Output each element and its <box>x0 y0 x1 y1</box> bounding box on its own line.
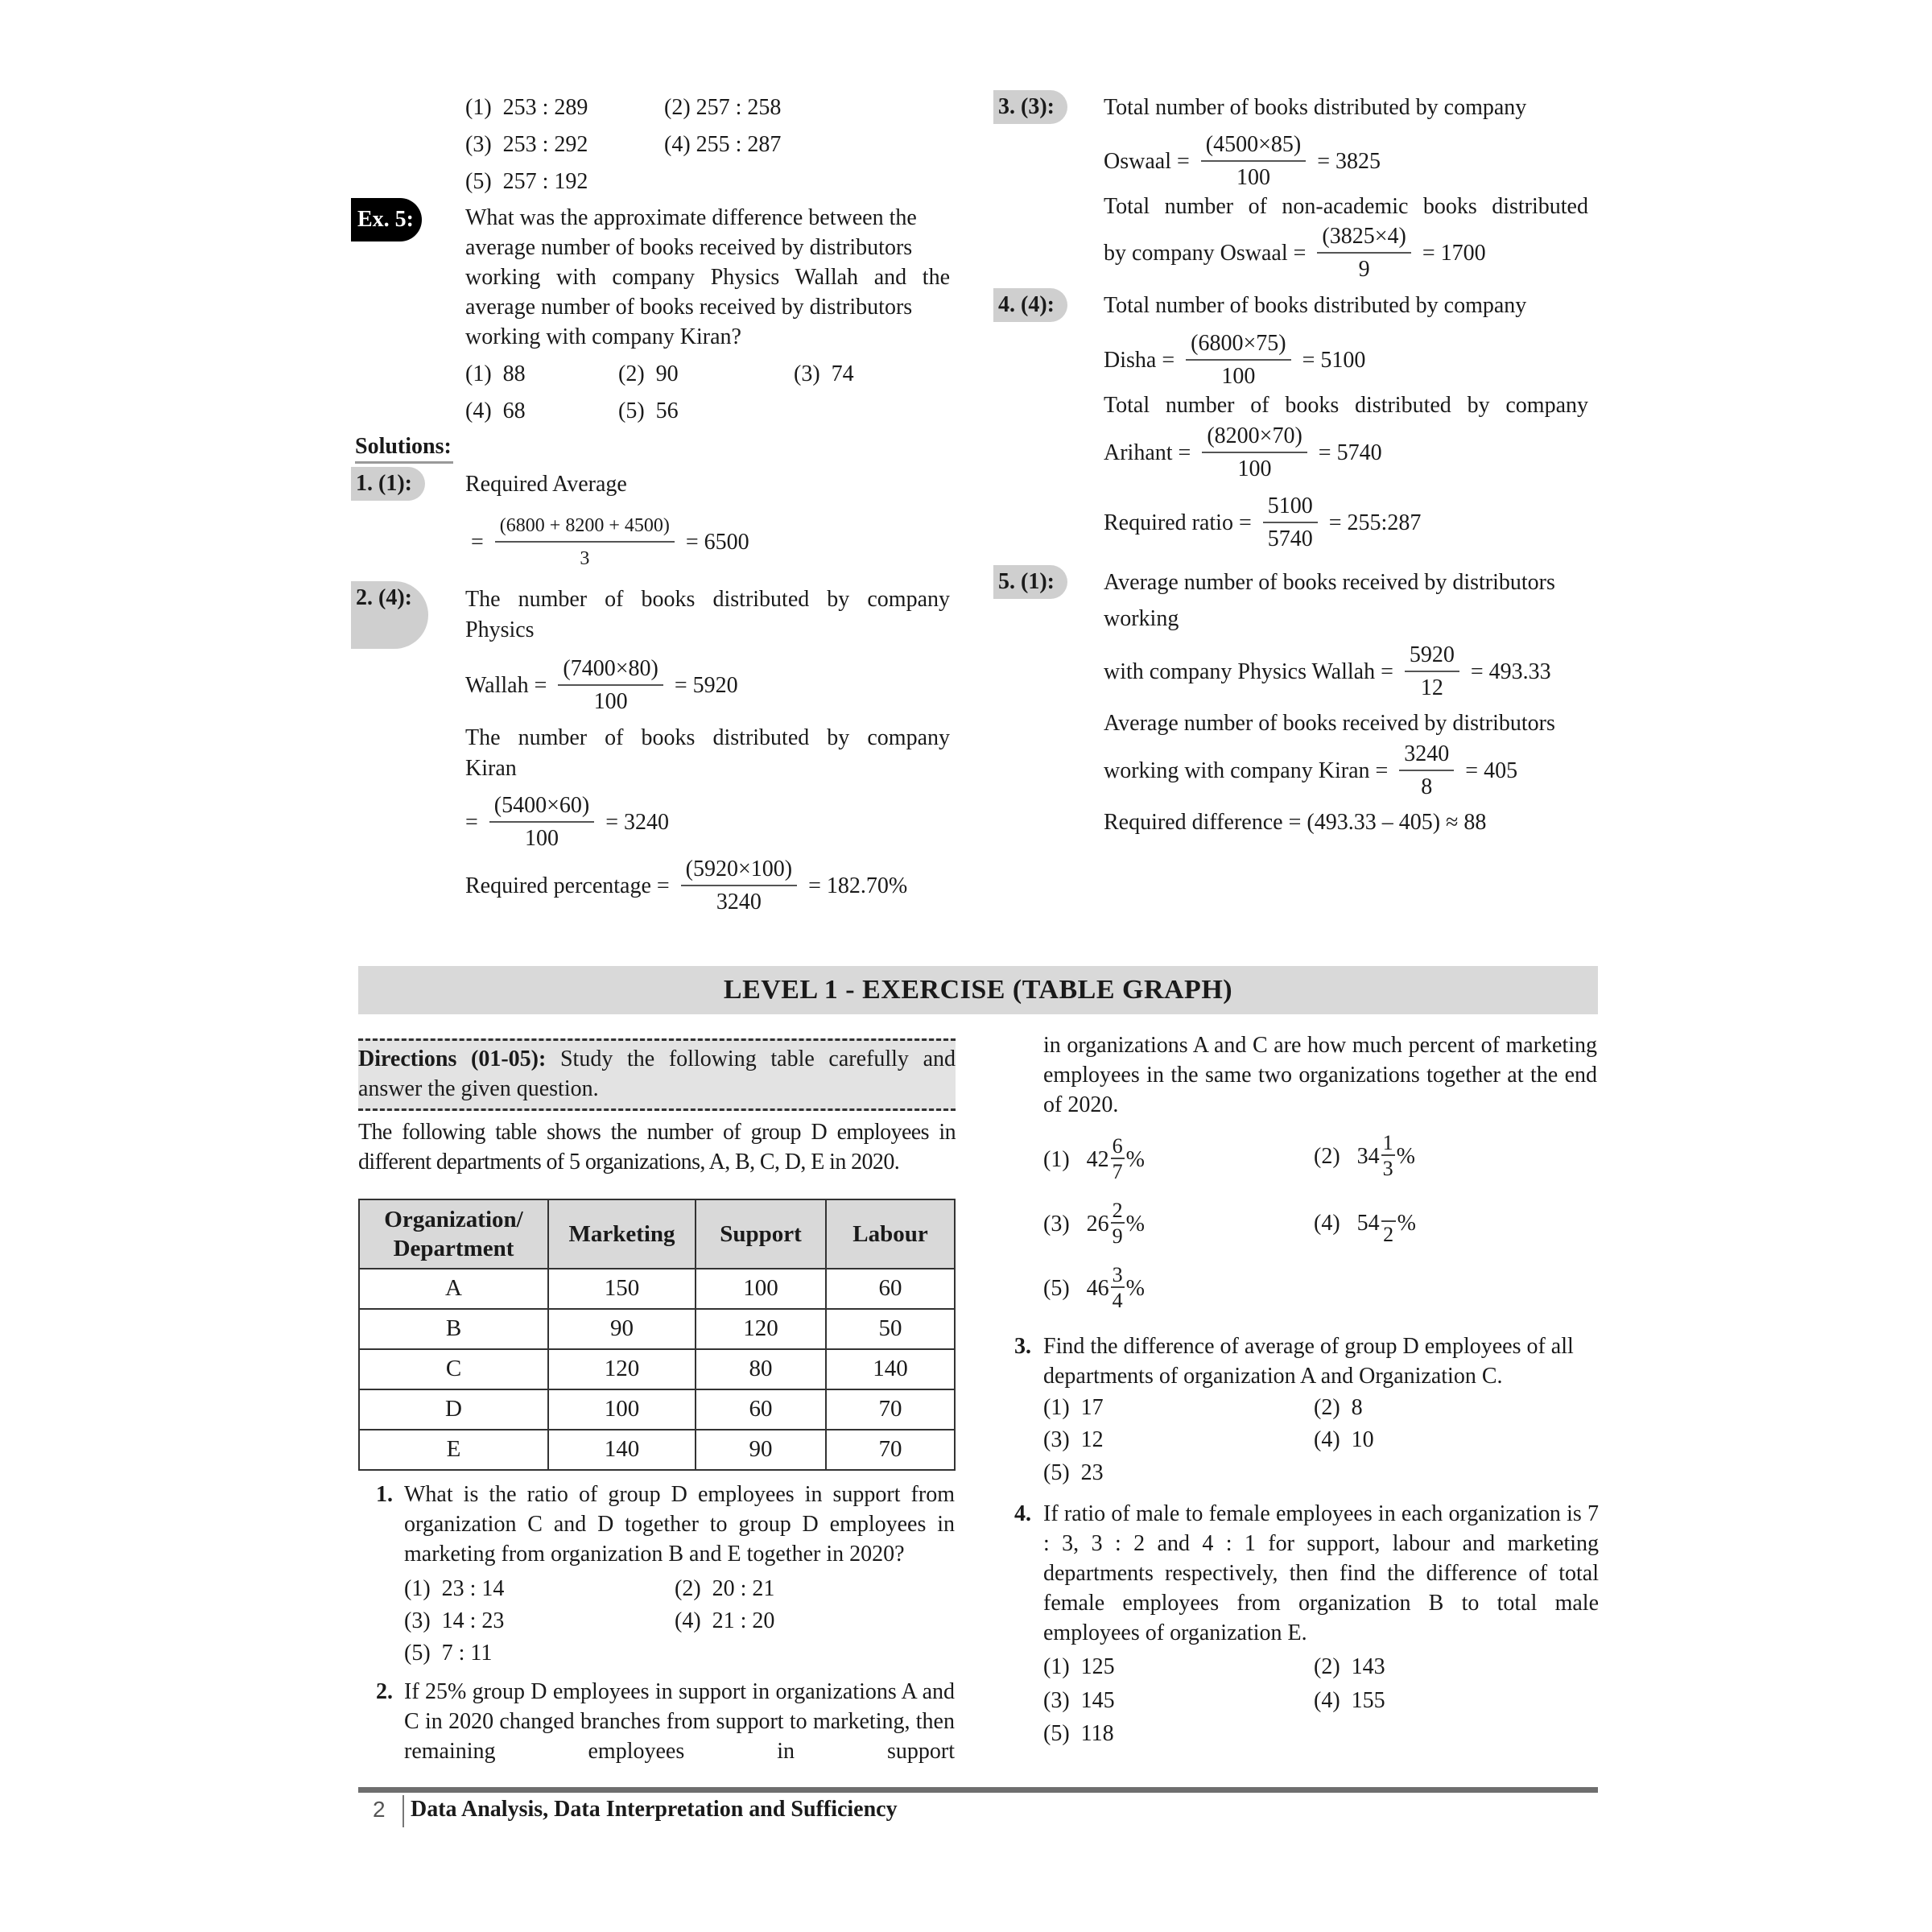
solutions-heading: Solutions: <box>355 432 453 464</box>
q3-option-3: (3) 12 <box>1043 1427 1104 1452</box>
fraction: $\frac{5100}{5740}$ <box>1263 493 1318 554</box>
solution-3-line2: Total number of non-academic books distributed <box>1104 194 1588 219</box>
q3-option-2: (2) 8 <box>1314 1395 1363 1420</box>
fraction: $\frac{(5400\times 60)}{100}$ <box>489 792 594 853</box>
solution-3-line1: Total number of books distributed by company <box>1104 95 1527 120</box>
column-header-marketing: Marketing <box>548 1199 696 1269</box>
page-number: 2 <box>373 1797 386 1822</box>
column-header-support: Support <box>696 1199 826 1269</box>
table-row: B 90 120 50 <box>359 1309 955 1349</box>
q3-option-1: (1) 17 <box>1043 1395 1104 1420</box>
question-3-text: Find the difference of average of group D employees of all departments of organization A and Organization C. <box>1043 1334 1574 1389</box>
q3-option-4: (4) 10 <box>1314 1427 1374 1452</box>
solution-1-text: Required Average <box>465 472 627 497</box>
fraction: $\frac{(7400\times 80)}{100}$ <box>558 655 663 716</box>
question-1-number: 1. <box>376 1482 393 1507</box>
ex5-option-1: (1) 88 <box>465 361 526 386</box>
q2-option-4: (4) 54 2 % <box>1314 1199 1416 1246</box>
fraction: $\frac{(3825\times 4)}{9}$ <box>1317 223 1410 284</box>
ex4-option-2: (2) 257 : 258 <box>664 95 782 120</box>
ex4-option-4: (4) 255 : 287 <box>664 132 782 157</box>
question-4-number: 4. <box>1014 1501 1031 1526</box>
fraction: $\frac{(8200\times 70)}{100}$ <box>1202 423 1307 484</box>
solution-4-line1: Total number of books distributed by company <box>1104 293 1527 318</box>
solution-5-equation-1: with company Physics Wallah = $\frac{5920}{12}$ = 493.33 <box>1104 642 1551 703</box>
ex5-option-3: (3) 74 <box>794 361 854 386</box>
q2-option-3: (3) 26 $\frac{2}{9}$ % <box>1043 1199 1145 1248</box>
q2-option-5: (5) 46 $\frac{3}{4}$ % <box>1043 1263 1145 1312</box>
question-4-text: If ratio of male to female employees in each organization is 7 : 3, 3 : 2 and 4 : 1 for support, labour and marketing departments respectively, then find the difference of total female employees from organization B to total male employees of organization E. <box>1043 1501 1599 1645</box>
solution-2-equation-2: = $\frac{(5400\times 60)}{100}$ = 3240 <box>465 792 669 853</box>
ex4-option-5: (5) 257 : 192 <box>465 169 588 194</box>
solution-5-line1: Average number of books received by distributors <box>1104 570 1555 595</box>
solution-1-badge: 1. (1): <box>351 467 425 501</box>
solution-3-equation-2: by company Oswaal = $\frac{(3825\times 4)}{9}$ = 1700 <box>1104 223 1486 284</box>
q4-option-5: (5) 118 <box>1043 1721 1114 1746</box>
solution-4-equation-2: Arihant = $\frac{(8200\times 70)}{100}$ = 5740 <box>1104 423 1382 484</box>
mixed-fraction: 26 $\frac{2}{9}$ % <box>1086 1199 1145 1248</box>
solution-4-badge: 4. (4): <box>993 288 1067 322</box>
q1-option-4: (4) 21 : 20 <box>675 1608 775 1633</box>
question-2-number: 2. <box>376 1679 393 1704</box>
solution-5-line3: Average number of books received by distributors <box>1104 711 1555 736</box>
ex5-option-2: (2) 90 <box>618 361 679 386</box>
section-title-bar: LEVEL 1 - EXERCISE (TABLE GRAPH) <box>358 966 1598 1014</box>
footer-rule <box>358 1787 1598 1793</box>
table-row: C 120 80 140 <box>359 1349 955 1389</box>
question-2-text-part2: in organizations A and C are how much percent of marketing employees in the same two organizations together at the end of 2020. <box>1043 1033 1597 1117</box>
fraction: $\frac{(4500\times 85)}{100}$ <box>1201 131 1306 192</box>
q4-option-1: (1) 125 <box>1043 1654 1115 1679</box>
ex4-option-3: (3) 253 : 292 <box>465 132 588 157</box>
solution-2-line3: The number of books distributed by company <box>465 725 950 750</box>
table-row: A 150 100 60 <box>359 1269 955 1309</box>
solution-2-badge: 2. (4): <box>351 581 428 649</box>
footer-separator <box>402 1795 404 1827</box>
mixed-fraction: 42 $\frac{6}{7}$ % <box>1086 1134 1145 1183</box>
fraction: $\frac{5920}{12}$ <box>1405 642 1459 703</box>
q1-option-1: (1) 23 : 14 <box>404 1576 505 1601</box>
directions-box <box>358 1038 956 1111</box>
fraction: $\frac{3240}{8}$ <box>1399 741 1454 802</box>
ex5-badge: Ex. 5: <box>351 198 422 242</box>
solution-2-line1: The number of books distributed by company <box>465 587 950 612</box>
fraction: $\frac{(6800 + 8200 + 4500)}{3}$ <box>495 512 675 573</box>
mixed-fraction: 54 2 % <box>1357 1199 1416 1246</box>
solution-5-equation-2: working with company Kiran = $\frac{3240}{8}$ = 405 <box>1104 741 1517 802</box>
ex4-option-1: (1) 253 : 289 <box>465 95 588 120</box>
column-header-labour: Labour <box>826 1199 955 1269</box>
solution-1-equation: = $\frac{(6800 + 8200 + 4500)}{3}$ = 6500 <box>471 512 749 573</box>
solution-2-line4: Kiran <box>465 756 517 781</box>
table-intro: The following table shows the number of group D employees in different departments of 5 organizations, A, B, C, D, E in 2020. <box>358 1120 956 1174</box>
mixed-fraction: 34 $\frac{1}{3}$ % <box>1356 1131 1415 1180</box>
solution-5-line4: Required difference = (493.33 – 405) ≈ 88 <box>1104 810 1487 835</box>
q2-option-1: (1) 42 $\frac{6}{7}$ % <box>1043 1134 1145 1183</box>
q1-option-2: (2) 20 : 21 <box>675 1576 775 1601</box>
solution-2-line2: Physics <box>465 617 535 642</box>
directions-label: Directions (01-05): <box>358 1046 547 1071</box>
solution-4-line2: Total number of books distributed by company <box>1104 393 1588 418</box>
solution-3-equation-1: Oswaal = $\frac{(4500\times 85)}{100}$ = 3825 <box>1104 131 1381 192</box>
q4-option-2: (2) 143 <box>1314 1654 1385 1679</box>
solution-4-equation-1: Disha = $\frac{(6800\times 75)}{100}$ = 5100 <box>1104 330 1365 391</box>
solution-2-equation-3: Required percentage = $\frac{(5920\times 100)}{3240}$ = 182.70% <box>465 856 907 917</box>
table-header-row <box>359 1199 955 1269</box>
question-3-number: 3. <box>1014 1334 1031 1359</box>
q1-option-3: (3) 14 : 23 <box>404 1608 505 1633</box>
fraction: $\frac{(5920\times 100)}{3240}$ <box>681 856 797 917</box>
ex5-option-5: (5) 56 <box>618 398 679 423</box>
fraction: $\frac{(6800\times 75)}{100}$ <box>1186 330 1290 391</box>
table-row: E 140 90 70 <box>359 1430 955 1470</box>
directions-text: Study the following table carefully and answer the given question. <box>358 1046 956 1101</box>
q1-option-5: (5) 7 : 11 <box>404 1641 493 1666</box>
column-header-organization: Organization/ Department <box>359 1199 548 1269</box>
question-1-text: What is the ratio of group D employees in support from organization C and D together to group D employees in marketing from organization B and E together in 2020? <box>404 1482 955 1567</box>
mixed-fraction: 46 $\frac{3}{4}$ % <box>1086 1263 1145 1312</box>
solution-2-equation-1: Wallah = $\frac{(7400\times 80)}{100}$ = 5920 <box>465 655 738 716</box>
q2-option-2: (2) 34 $\frac{1}{3}$ % <box>1314 1131 1415 1180</box>
solution-5-badge: 5. (1): <box>993 565 1067 599</box>
q4-option-4: (4) 155 <box>1314 1688 1385 1713</box>
ex5-option-4: (4) 68 <box>465 398 526 423</box>
solution-3-badge: 3. (3): <box>993 90 1067 124</box>
ex5-question: What was the approximate difference between the average number of books received by distributors working with company Physics Wallah and the average number of books received by distributors working with company Kiran? <box>465 205 950 349</box>
q4-option-3: (3) 145 <box>1043 1688 1115 1713</box>
question-2-text-part1: If 25% group D employees in support in organizations A and C in 2020 changed branches from support to marketing, then remaining employees in support <box>404 1679 955 1764</box>
solution-4-equation-3: Required ratio = $\frac{5100}{5740}$ = 255:287 <box>1104 493 1421 554</box>
book-title: Data Analysis, Data Interpretation and Sufficiency <box>411 1797 898 1822</box>
q3-option-5: (5) 23 <box>1043 1460 1104 1485</box>
employees-table <box>358 1199 956 1471</box>
table-row: D 100 60 70 <box>359 1389 955 1430</box>
solution-5-line2: working <box>1104 606 1179 631</box>
